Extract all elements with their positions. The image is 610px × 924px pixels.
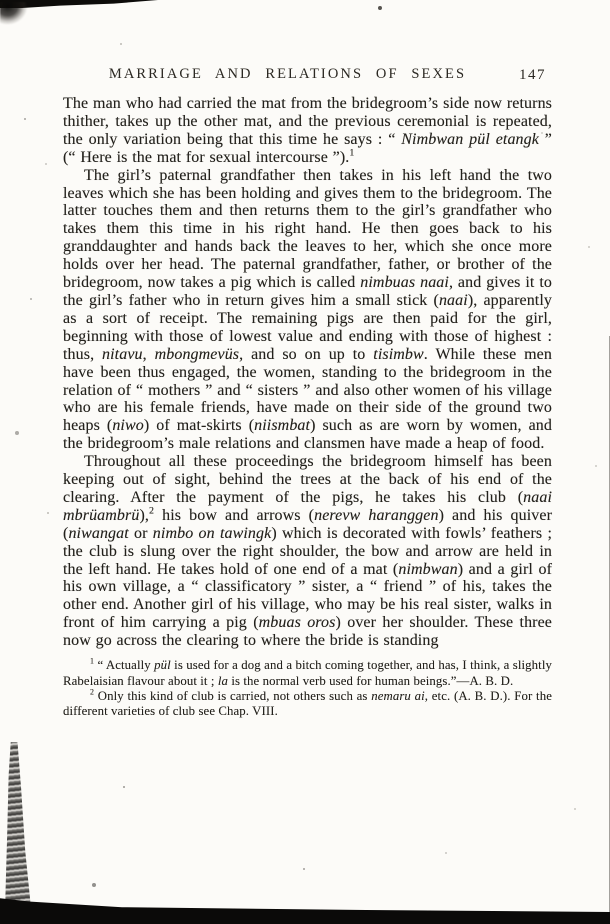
footnotes: [63, 658, 552, 720]
scan-smudge-top-left-corner: [0, 2, 42, 54]
scan-speckles: [0, 0, 2, 2]
text-block: [63, 66, 552, 720]
body-paragraph-2: The girl’s paternal grandfather then takes in his left hand the two leaves which she has been holding and gives them to the bridegroom. The latter touches them and then returns them to the girl’s grandfather who takes them this time in his right hand. He then goes back to his granddaughter and hands back the leaves to her, which she once more holds over her head. The paternal grandfather, father, or brother of the bridegroom, now takes a pig which is called nimbuas naai, and gives it to the girl’s father who in return gives him a small stick (naai), apparently as a sort of receipt. The remaining pigs are then paid for the girl, beginning with those of lowest value and ending with those of highest : thus, nitavu, mbongmevüs, and so on up to tisimbw. While these men have been thus engaged, the women, standing to the bridegroom in the relation of “ mothers ” and “ sisters ” and also other women of his village who are his female friends, have made on their side of the ground two heaps (niwo) of mat-skirts (niismbat) such as are worn by women, and the bridegroom’s male relations and clansmen have made a heap of food.: [63, 166, 552, 453]
footnote-2: $^2$ Only this kind of club is carried, not others such as nemaru ai, etc. (A. B. D.). For the different varieties of club see Chap. VIII.: [63, 687, 552, 719]
body-paragraph-1: The man who had carried the mat from the bridegroom’s side now returns thither, takes up the other mat, and the previous ceremonial is repeated, the only variation being that this time he says : “ Nimbwan pül etangk ” (“ Here is the mat for sexual intercourse ”).$^1$: [63, 95, 552, 166]
footnote-1: $^1$ “ Actually pül is used for a dog and a bitch coming together, and has, I think, a slightly Rabelaisian flavour about it ; la is the normal verb used for human beings.”—A. B. D.: [63, 656, 552, 688]
body-paragraph-3: Throughout all these proceedings the bridegroom himself has been keeping out of sight, behind the trees at the back of his end of the clearing. After the payment of the pigs, he takes his club (naai mbrüambrü),$^2$ his bow and arrows (nerevw haranggen) and his quiver (niwangat or nimbo on tawingk) which is decorated with fowls’ feathers ; the club is slung over the right shoulder, the bow and arrow are held in the left hand. He takes hold of one end of a mat (nimbwan) and a girl of his own village, a “ classificatory ” sister, a “ friend ” of his, takes the other end. Another girl of his village, who may be his real sister, walks in front of him carrying a pig (mbuas oros) over her shoulder. These three now go across the clearing to where the bride is standing: [63, 453, 553, 650]
running-head-title: MARRIAGE AND RELATIONS OF SEXES: [108, 66, 467, 82]
running-head: [63, 66, 552, 87]
page-number: 147: [519, 67, 546, 83]
page-body: [63, 95, 552, 650]
scan-bottom-black-band: [0, 896, 610, 924]
